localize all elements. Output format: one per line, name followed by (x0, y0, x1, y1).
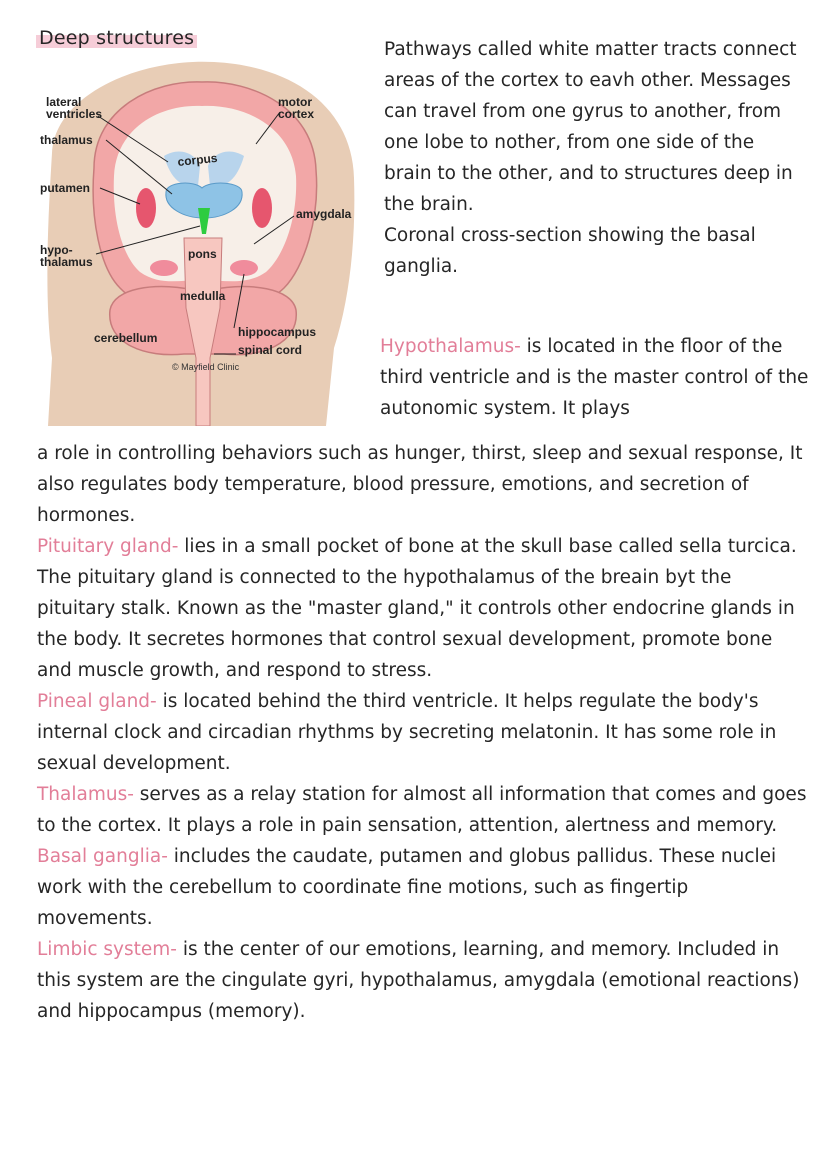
label-cortex: cortex (278, 107, 315, 121)
section-heading: Deep structures (36, 26, 197, 50)
label-hypo-thalamus: thalamus (40, 255, 93, 269)
figure-credit: © Mayfield Clinic (172, 362, 240, 372)
basal-ganglia-paragraph (37, 841, 807, 934)
label-putamen: putamen (40, 181, 91, 195)
limbic-paragraph (37, 934, 807, 1027)
intro-paragraph-1: Pathways called white matter tracts connect areas of the cortex to eavh other. Messages can travel from one gyrus to another, from one lobe to nother, from one side of the brain to the other, and to structures deep in the brain. (384, 39, 797, 215)
main-body-text (37, 438, 807, 1027)
right-putamen (252, 188, 272, 228)
intro-paragraph-2: Coronal cross-section showing the basal ganglia. (384, 225, 756, 277)
term-hypothalamus: Hypothalamus- (380, 336, 521, 357)
hypothalamus-paragraph-continued: a role in controlling behaviors such as hunger, thirst, sleep and sexual response, It also regulates body temperature, blood pressure, emotions, and secretion of hormones. (37, 443, 803, 526)
right-hippocampus (230, 260, 258, 276)
pituitary-text: lies in a small pocket of bone at the skull base called sella turcica. The pituitary gland is connected to the hypothalamus of the breain byt the pituitary stalk. Known as the "master gland," it controls other endocrine glands in the body. It secretes hormones that control sexual development, promote bone and muscle growth, and respond to stress. (37, 536, 797, 681)
label-spinal-cord: spinal cord (238, 343, 303, 357)
intro-text (384, 34, 804, 282)
label-medulla: medulla (180, 289, 226, 303)
hypothalamus-text: is located in the floor of the third ventricle and is the master control of the autonomic system. It plays (380, 336, 809, 419)
label-thalamus: thalamus (40, 133, 93, 147)
label-hypo: hypo- (40, 243, 73, 257)
label-motor: motor (278, 95, 312, 109)
term-limbic: Limbic system- (37, 939, 177, 960)
label-ventricles: ventricles (46, 107, 103, 121)
label-amygdala: amygdala (296, 207, 352, 221)
thalamus-text: serves as a relay station for almost all information that comes and goes to the cortex. It plays a role in pain sensation, attention, alertness and memory. (37, 784, 807, 836)
label-pons: pons (188, 247, 217, 261)
left-putamen (136, 188, 156, 228)
brain-illustration (34, 58, 370, 426)
label-lateral: lateral (46, 95, 82, 109)
term-pineal: Pineal gland- (37, 691, 157, 712)
term-thalamus: Thalamus- (37, 784, 134, 805)
pineal-text: is located behind the third ventricle. It helps regulate the body's internal clock and circadian rhythms by secreting melatonin. It has some role in sexual development. (37, 691, 777, 774)
basal-ganglia-text: includes the caudate, putamen and globus pallidus. These nuclei work with the cerebellum to coordinate fine motions, such as fingertip movements. (37, 846, 777, 929)
hypothalamus-paragraph-start (380, 331, 810, 424)
label-cerebellum: cerebellum (94, 331, 158, 345)
label-corpus: corpus (176, 150, 219, 169)
thalamus-paragraph (37, 779, 807, 841)
left-hippocampus (150, 260, 178, 276)
pituitary-paragraph (37, 531, 807, 686)
brain-coronal-figure (34, 58, 370, 426)
term-pituitary: Pituitary gland- (37, 536, 179, 557)
label-hippocampus: hippocampus (238, 325, 317, 339)
term-basal-ganglia: Basal ganglia- (37, 846, 168, 867)
limbic-text: is the center of our emotions, learning, and memory. Included in this system are the cingulate gyri, hypothalamus, amygdala (emotional reactions) and hippocampus (memory). (37, 939, 800, 1022)
pineal-paragraph (37, 686, 807, 779)
hypothalamus-intro (380, 331, 810, 424)
